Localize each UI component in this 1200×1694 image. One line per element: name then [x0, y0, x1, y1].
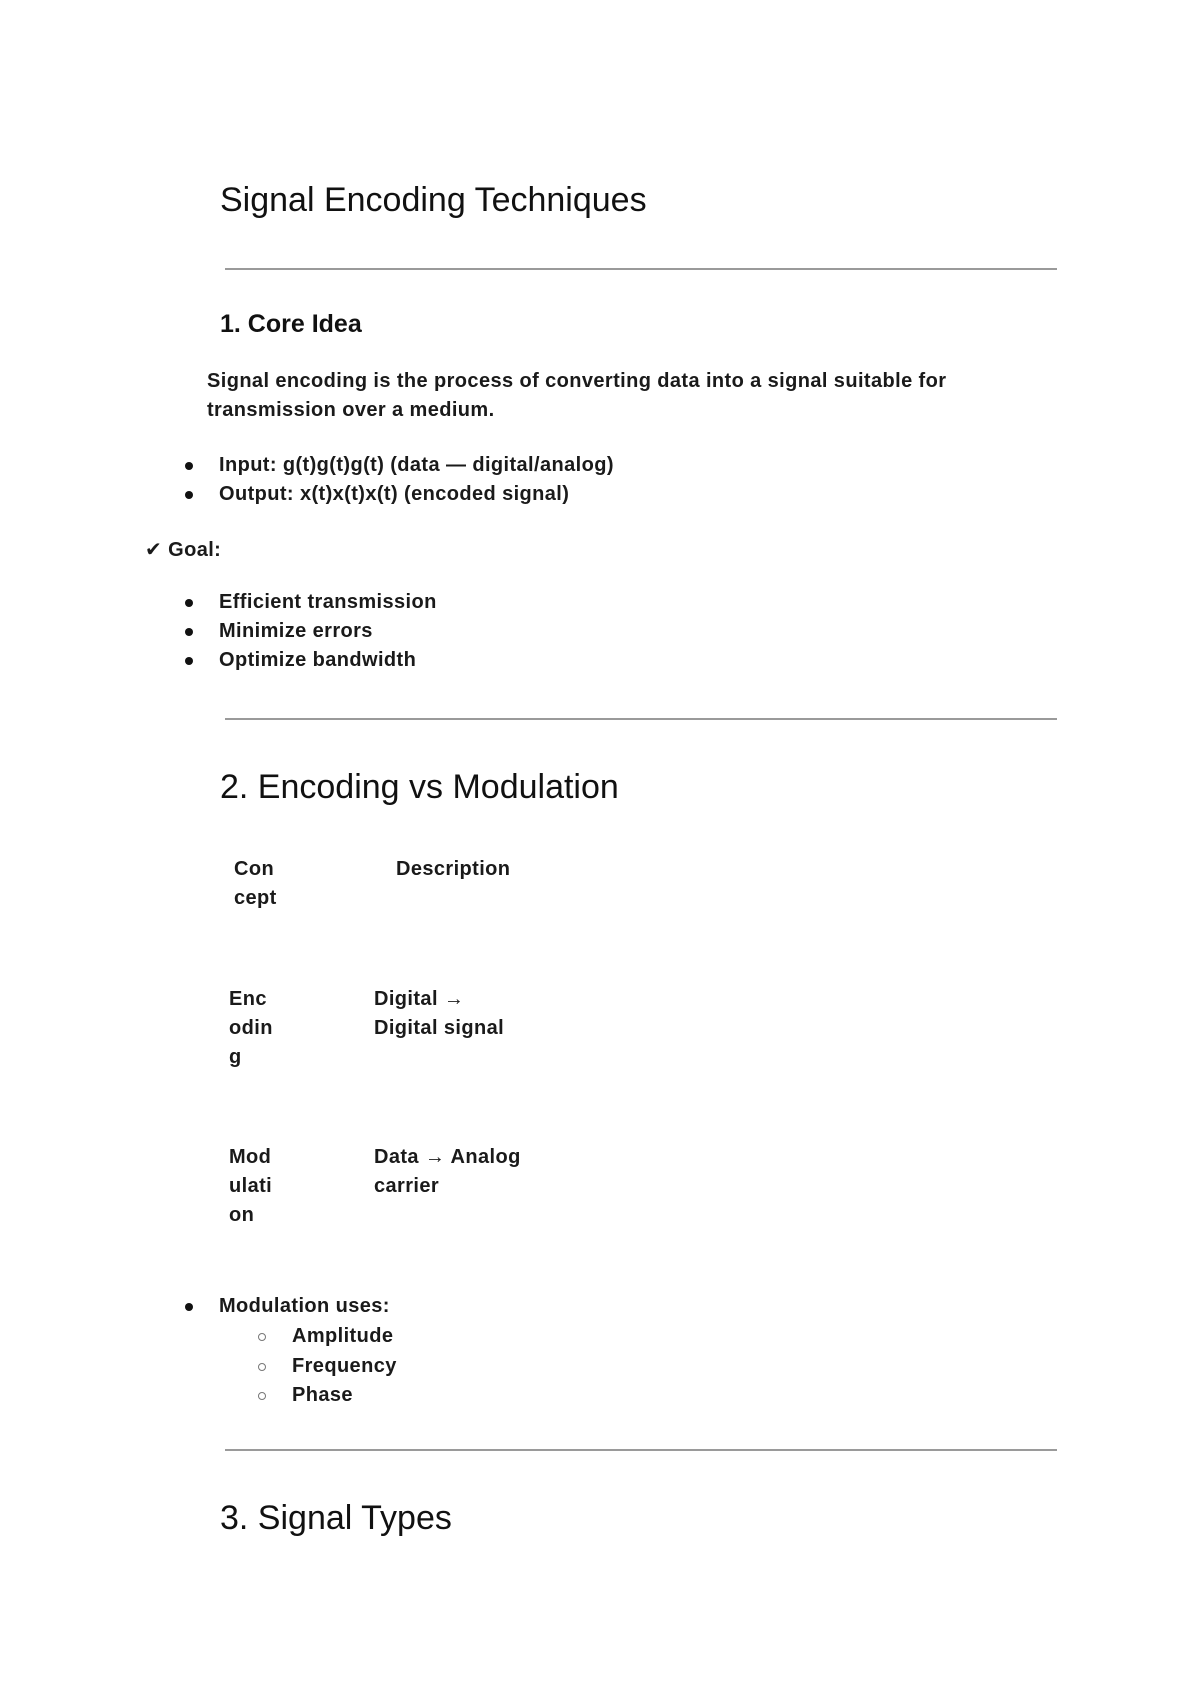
- page-title: Signal Encoding Techniques: [220, 181, 647, 219]
- table-header-description: [396, 855, 510, 884]
- table-cell-description: [374, 1143, 521, 1201]
- cell-text-line: ulati: [229, 1175, 273, 1197]
- table-cell-description: [374, 985, 504, 1043]
- sub-list-item-text: Frequency: [292, 1355, 397, 1377]
- cell-text-line: Data → Analog: [374, 1146, 521, 1168]
- list-item-text: Efficient transmission: [219, 591, 437, 613]
- divider: [225, 718, 1057, 720]
- cell-text-line: carrier: [374, 1175, 440, 1197]
- section-heading-encoding-vs-modulation: 2. Encoding vs Modulation: [220, 768, 619, 806]
- cell-text-line: Digital signal: [374, 1017, 505, 1039]
- divider: [225, 1449, 1057, 1451]
- sub-list-item-text: Phase: [292, 1384, 353, 1406]
- cell-text-line: g: [229, 1046, 242, 1068]
- cell-text-line: Description: [396, 858, 511, 880]
- bullet-icon: [185, 462, 193, 470]
- bullet-icon: [185, 491, 193, 499]
- paragraph-line: transmission over a medium.: [207, 399, 495, 421]
- paragraph-line: Signal encoding is the process of converting data into a signal suitable for: [207, 370, 947, 392]
- list-item-text: Input: g(t)g(t)g(t) (data — digital/analog): [219, 454, 614, 476]
- section-heading-core-idea: 1. Core Idea: [220, 310, 362, 338]
- bullet-icon: [185, 1303, 193, 1311]
- goal-label: ✔ Goal:: [145, 539, 222, 561]
- list-item-text: Minimize errors: [219, 620, 373, 642]
- cell-text-line: Digital →: [374, 988, 465, 1010]
- table-header-concept: [234, 855, 277, 913]
- cell-text-line: Mod: [229, 1146, 272, 1168]
- section-heading-signal-types: 3. Signal Types: [220, 1499, 452, 1537]
- hollow-bullet-icon: [258, 1392, 266, 1400]
- list-item-text: Modulation uses:: [219, 1295, 390, 1317]
- table-cell-concept: [229, 1143, 272, 1230]
- hollow-bullet-icon: [258, 1333, 266, 1341]
- table-cell-concept: [229, 985, 273, 1072]
- cell-text-line: on: [229, 1204, 255, 1226]
- list-item-text: Optimize bandwidth: [219, 649, 417, 671]
- cell-text-line: Con: [234, 858, 275, 880]
- hollow-bullet-icon: [258, 1363, 266, 1371]
- bullet-icon: [185, 628, 193, 636]
- list-item-text: Output: x(t)x(t)x(t) (encoded signal): [219, 483, 570, 505]
- cell-text-line: Enc: [229, 988, 267, 1010]
- bullet-icon: [185, 657, 193, 665]
- bullet-icon: [185, 599, 193, 607]
- sub-list-item-text: Amplitude: [292, 1325, 394, 1347]
- cell-text-line: odin: [229, 1017, 273, 1039]
- divider: [225, 268, 1057, 270]
- cell-text-line: cept: [234, 887, 277, 909]
